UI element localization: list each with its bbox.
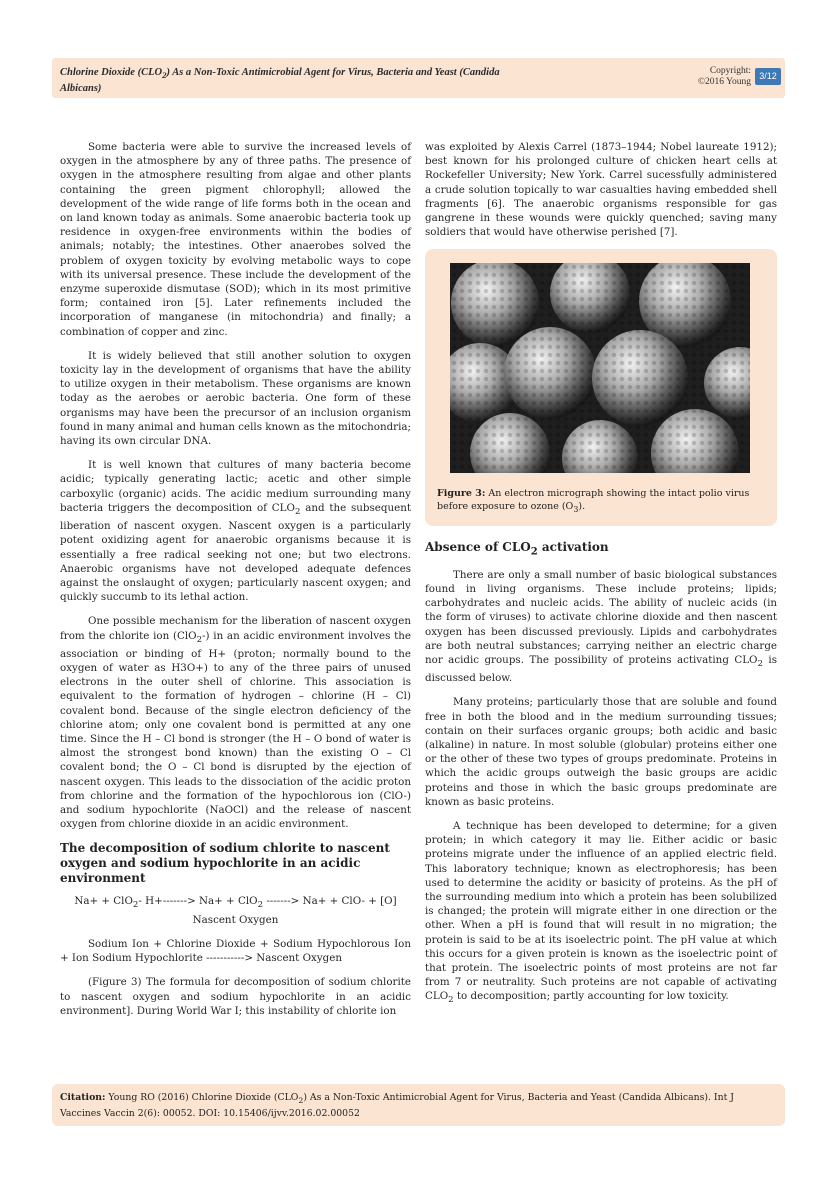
paragraph: was exploited by Alexis Carrel (1873–1944; Nobel laureate 1912); best known for his prolonged culture of chicken heart cells at Rockefeller University; New York. Carrel sucessfully administered a crude solution topically to war casualties having embedded shell fragments [6]. The anaerobic organisms responsible for gas gangrene in these wounds were quickly quenched; saving many soldiers that would have otherwise perished [7]. <box>425 141 777 239</box>
running-header <box>52 58 785 98</box>
section-heading: Absence of $CLO_2$ activation <box>425 540 609 558</box>
paragraph: There are only a small number of basic biological substances found in living organisms. These include proteins; lipids; carbohydrates and nucleic acids. The ability of nucleic acids (in the form of viruses) to activate chlorine dioxide and then nascent oxygen has been discussed previously. Lipids and carbohydrates are both neutral substances; carrying neither an electric charge nor acidic groups. The possibility of proteins activating $CLO_2$ is discussed below. <box>425 568 777 685</box>
right-column <box>425 140 777 1018</box>
paragraph: It is widely believed that still another solution to oxygen toxicity lay in the development of organisms that have the ability to utilize oxygen in their metabolism. These organisms are known today as the aerobes or aerobic bacteria. One form of these organisms may have been the precursor of an inclusion organism found in many animal and human cells known as the mitochondria; having its own circular DNA. <box>60 349 411 448</box>
chemical-equation: Na+ + ClO$_2$- H+-------> Na+ + ClO$_2$ -------> Na+ + ClO- + [O] <box>74 895 397 911</box>
paragraph: Some bacteria were able to survive the increased levels of oxygen in the atmosphere by any of three paths. The presence of oxygen in the atmosphere resulting from algae and other plants containing the green pigment chlorophyll; allowed the development of the wide range of life forms both in the ocean and on land known today as animals. Some anaerobic bacteria took up residence in oxygen-free environments within the bodies of animals; notably; the intestines. Other anaerobes solved the problem of oxygen toxicity by evolving metabolic ways to cope with its universal presence. These include the development of the enzyme superoxide dismutase (SOD); which in its most primitive form; contained iron [5]. Later refinements included the incorporation of manganese (in mitochondria) and finally; a combination of copper and zinc. <box>60 141 411 338</box>
figure-caption: Figure 3: An electron micrograph showing the intact polio virus before exposure to ozone $(O_3)$. <box>437 488 750 515</box>
paragraph: (Figure 3) The formula for decomposition of sodium chlorite to nascent oxygen and sodium hypochlorite in an acidic environment]. During World War I; this instability of chlorite ion <box>60 976 411 1017</box>
figure-3 <box>425 249 777 526</box>
left-column <box>60 140 411 1028</box>
equation-label: Nascent Oxygen <box>192 913 279 926</box>
section-heading: The decomposition of sodium chlorite to nascent oxygen and sodium hypochlorite in an acidic environment <box>60 841 390 886</box>
paragraph: Sodium Ion + Chlorine Dioxide + Sodium Hypochlorous Ion + Ion Sodium Hypochlorite -----------> Nascent Oxygen <box>60 937 411 965</box>
paragraph: Many proteins; particularly those that are soluble and found free in both the blood and in the medium surrounding tissues; contain on their surfaces organic groups; both acidic and basic (alkaline) in nature. In most soluble (globular) proteins either one or the other of these two types of groups predominate. Proteins in which the acidic groups outweigh the basic groups are acidic proteins and those in which the basic groups predominate are known as basic proteins. <box>425 696 777 808</box>
copyright-notice: Copyright: ©2016 Young <box>697 66 751 87</box>
citation-footer: Citation: Young RO (2016) Chlorine Dioxide $(CLO_2)$ As a Non-Toxic Antimicrobial Agent for Virus, Bacteria and Yeast (Candida Albicans). Int J Vaccines Vaccin 2(6): 00052. DOI: 10.15406/ijvv.2016.02.00052 <box>52 1084 785 1126</box>
electron-micrograph-image <box>450 263 750 473</box>
paragraph: One possible mechanism for the liberation of nascent oxygen from the chlorite ion (ClO$_2$-) in an acidic environment involves the association or binding of H+ (proton; normally bound to the oxygen of water as H3O+) to any of the three pairs of unused electrons in the outer shell of chlorine. This association is equivalent to the formation of hydrogen – chlorine (H – Cl) covalent bond. Because of the single electron deficiency of the chlorine atom; only one covalent bond is permitted at any one time. Since the H – Cl bond is stronger (the H – O bond of water is almost the strongest bond known) than the existing O – Cl covalent bond; the O – Cl bond is disrupted by the ejection of nascent oxygen. This leads to the dissociation of the acidic proton from chlorine and the formation of the hypochlorous ion (ClO-) and sodium hypochlorite (NaOCl) and the release of nascent oxygen from chlorine dioxide in an acidic environment. <box>60 615 411 831</box>
page-number-badge: 3/12 <box>755 68 781 85</box>
running-header-title: Chlorine Dioxide $(CLO_2)$ As a Non-Toxic Antimicrobial Agent for Virus, Bacteria and Yeast (Candida Albicans) <box>60 67 500 95</box>
paragraph: A technique has been developed to determine; for a given protein; in which category it may lie. Either acidic or basic proteins migrate under the influence of an applied electric field. This laboratory technique; known as electrophoresis; has been used to determine the acidity or basicity of proteins. As the pH of the surrounding medium into which a protein has been solubilized is changed; the protein will migrate either in one direction or the other. When a pH is found that will result in no migration; the protein is said to be at its isoelectric point. The pH value at which this occurs for a given protein is known as the isoelectric point of that protein. The isoelectric points of most proteins are not far from 7 or neutrality. Such proteins are not capable of activating $CLO_2$ to decomposition; partly accounting for low toxicity. <box>425 820 777 1006</box>
paragraph: It is well known that cultures of many bacteria become acidic; typically generating lactic; acetic and other simple carboxylic (organic) acids. The acidic medium surrounding many bacteria triggers the decomposition of $CLO_2$ and the subsequent liberation of nascent oxygen. Nascent oxygen is a particularly potent oxidizing agent for anaerobic organisms because it is essentially a free radical seeking not one; but two electrons. Anaerobic organisms have not developed adequate defences against the onslaught of oxygen; particularly nascent oxygen; and quickly succumb to its lethal action. <box>60 459 411 604</box>
